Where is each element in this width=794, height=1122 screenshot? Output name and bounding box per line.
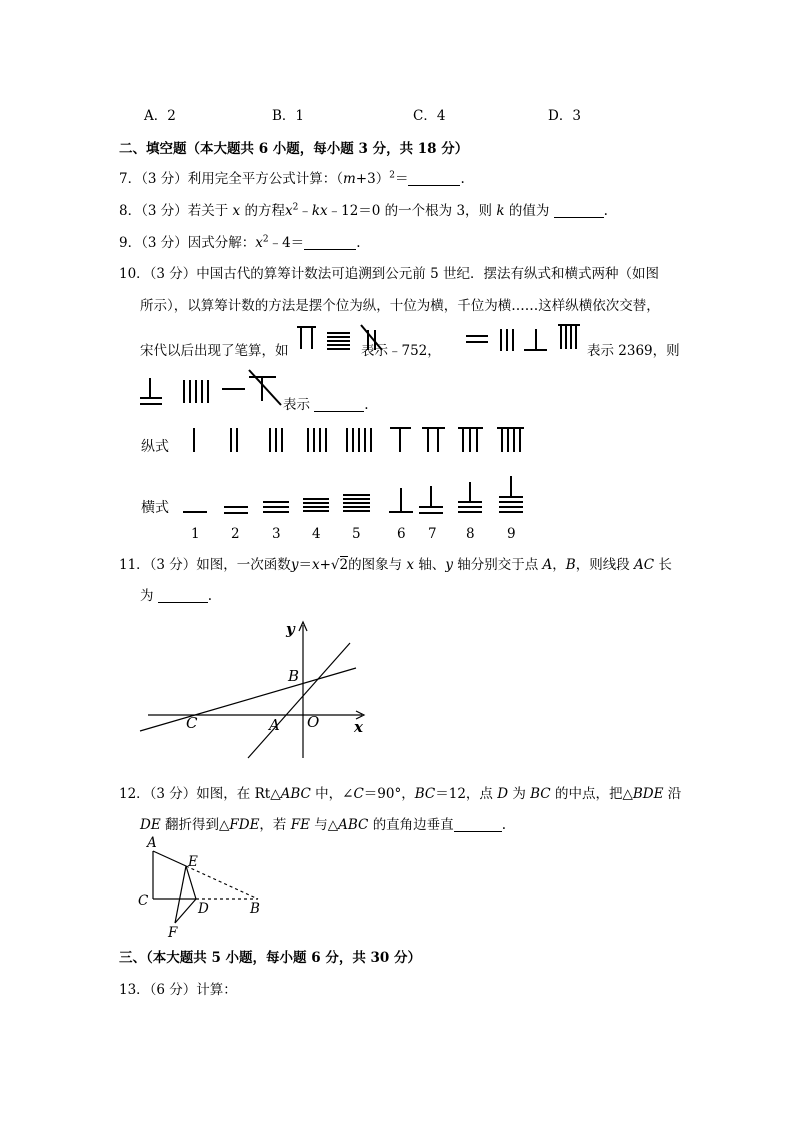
table-num-2: 2	[231, 526, 240, 542]
fig11-label-x: x	[354, 718, 363, 736]
table-num-9: 9	[507, 526, 516, 542]
question-8: 8．（3 分）若关于 x 的方程$x^2﹣kx﹣12=0$ 的一个根为 3，则 k 的值为 .	[119, 202, 608, 219]
table-num-7: 7	[428, 526, 437, 542]
question-10-line2: 所示），以算筹计数的方法是摆个位为纵，十位为横，千位为横……这样纵横依次交替，	[140, 298, 660, 314]
question-10-line1: 10．（3 分）中国古代的算筹计数法可追溯到公元前 5 世纪．摆法有纵式和横式两种（如图	[119, 266, 659, 282]
question-12-line1: 12．（3 分）如图，在 Rt△ABC 中，∠C＝90°，BC＝12，点 D 为 BC 的中点，把△BDE 沿	[119, 786, 682, 802]
question-10-line3a: 宋代以后出现了笔算，如	[140, 343, 289, 359]
question-7: 7．（3 分）利用完全平方公式计算：$(m+3)^2=$ .	[119, 170, 465, 187]
option-a: A．2	[144, 108, 176, 124]
fig11-label-o: O	[307, 713, 320, 731]
table-num-6: 6	[397, 526, 406, 542]
option-d: D．3	[548, 108, 581, 124]
question-13: 13．（6 分）计算：	[119, 982, 237, 998]
question-10-line3b: 表示﹣752，	[361, 343, 441, 359]
fig12-label-f: F	[168, 925, 178, 941]
question-11-line1: 11．（3 分）如图，一次函数y＝x+√2的图象与 x 轴、y 轴分别交于点 A，B，则线段 AC 长	[119, 557, 672, 573]
section2-heading: 二、填空题（本大题共 6 小题，每小题 3 分，共 18 分）	[119, 141, 469, 157]
table-num-3: 3	[272, 526, 281, 542]
table-row-label-vertical: 纵式	[141, 439, 169, 455]
question-12-line2: DE 翻折得到△FDE，若 FE 与△ABC 的直角边垂直 .	[140, 817, 506, 833]
fig12-label-b: B	[250, 901, 260, 917]
question-10-line3c: 表示 2369，则	[587, 343, 680, 359]
section3-heading: 三、（本大题共 5 小题，每小题 6 分，共 30 分）	[119, 950, 422, 966]
question-10-line4: 表示 .	[283, 397, 369, 413]
table-num-1: 1	[191, 526, 200, 542]
fig11-label-y: y	[286, 620, 295, 638]
fig11-label-a: A	[269, 716, 280, 734]
table-num-8: 8	[466, 526, 475, 542]
option-c: C．4	[413, 108, 446, 124]
question-9: 9．（3 分）因式分解：$x^2﹣4=$ .	[119, 234, 361, 251]
fig11-label-b: B	[288, 667, 300, 685]
question-11-line2: 为 .	[140, 588, 213, 604]
fig12-label-e: E	[188, 854, 198, 870]
table-num-4: 4	[312, 526, 321, 542]
option-b: B．1	[272, 108, 305, 124]
table-row-label-horizontal: 横式	[141, 500, 169, 516]
fig12-label-d: D	[198, 901, 209, 917]
fig11-label-c: C	[186, 714, 198, 732]
fig12-label-a: A	[147, 835, 157, 851]
sqrt-symbol: √	[330, 557, 340, 573]
table-num-5: 5	[352, 526, 361, 542]
fig12-label-c: C	[138, 893, 149, 909]
